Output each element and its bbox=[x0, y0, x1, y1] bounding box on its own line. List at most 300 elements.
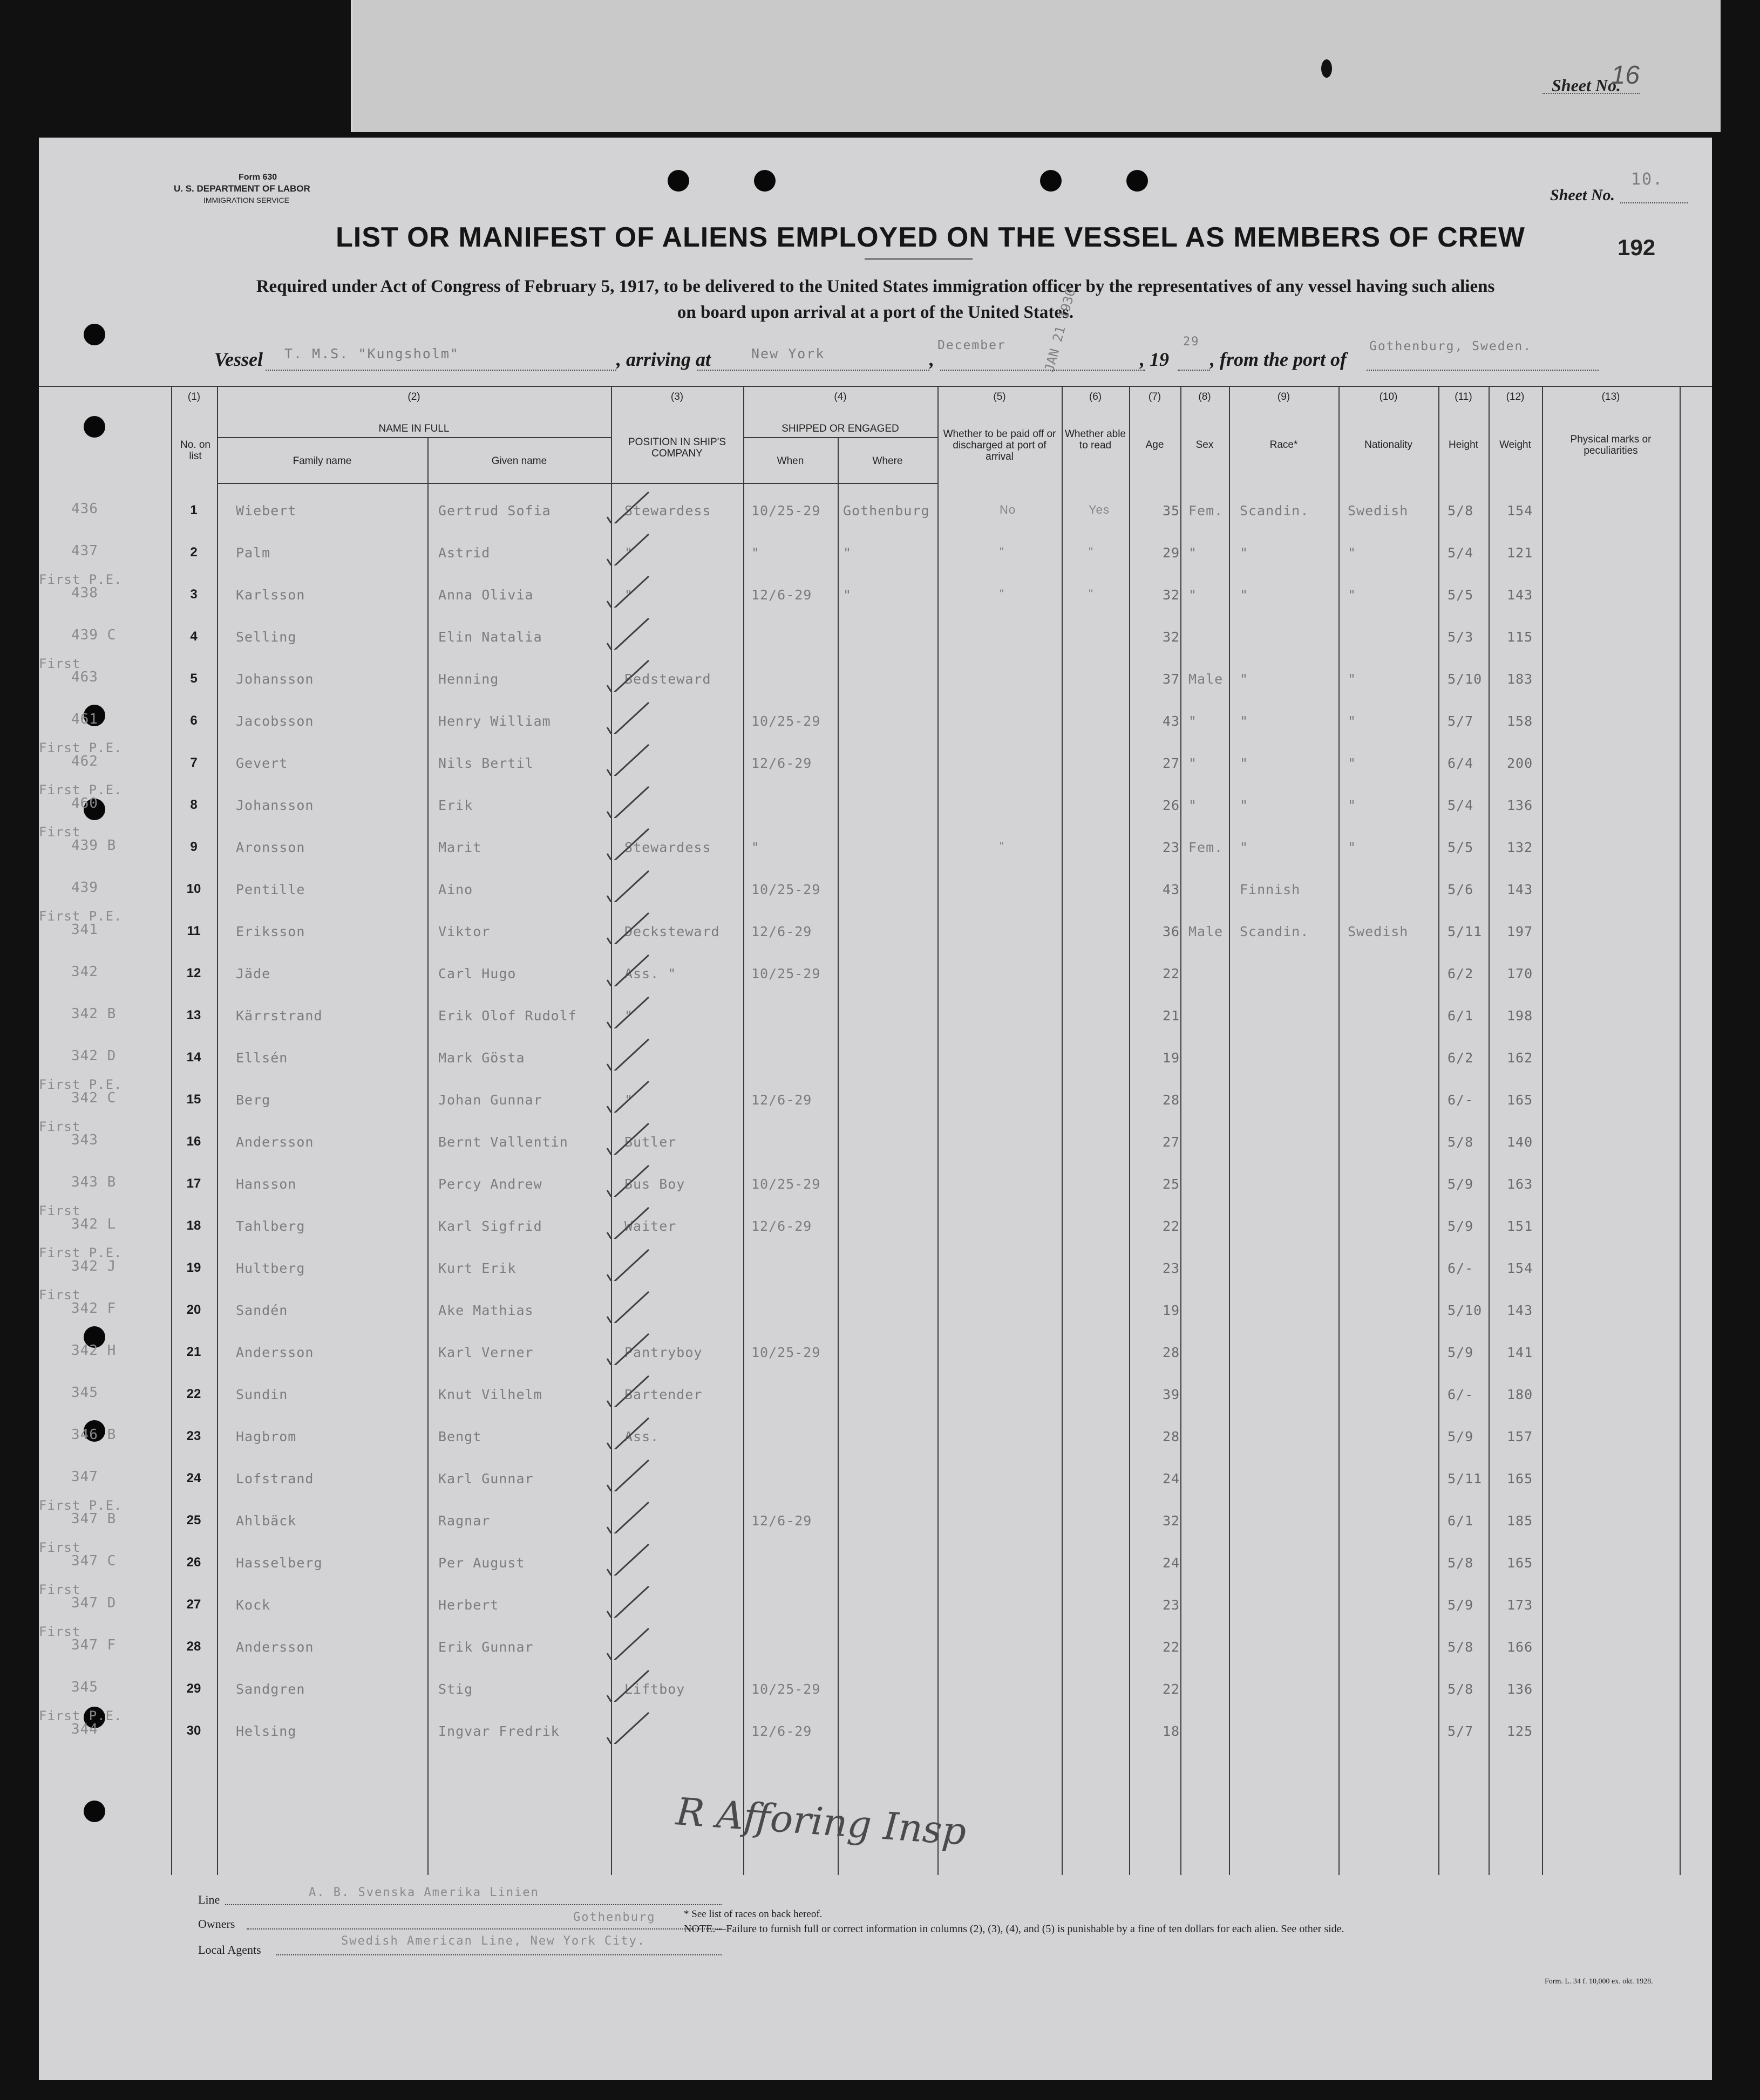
race-cell: " bbox=[1240, 545, 1249, 561]
check-mark-icon bbox=[603, 1249, 651, 1281]
fine-note: NOTE.—Failure to furnish full or correct information in columns (2), (3), (4), and (5) is punishable by a fine of ten dollars for each alien. See other side. bbox=[684, 1923, 1344, 1935]
given-name-cell: Carl Hugo bbox=[438, 966, 517, 981]
check-mark-icon bbox=[603, 1627, 651, 1660]
row-number: 5 bbox=[190, 671, 198, 686]
age-cell: 21 bbox=[1163, 1008, 1180, 1024]
col-num-9: (9) bbox=[1277, 391, 1290, 403]
family-name-cell: Aronsson bbox=[236, 840, 305, 855]
given-name-cell: Elin Natalia bbox=[438, 629, 542, 645]
nationality-cell: Swedish bbox=[1348, 924, 1409, 939]
table-row bbox=[39, 954, 1712, 996]
given-name-cell: Viktor bbox=[438, 924, 491, 939]
row-margin-number: 342 bbox=[71, 964, 98, 980]
row-margin-number: 345 bbox=[71, 1385, 98, 1401]
height-cell: 5/9 bbox=[1448, 1345, 1474, 1360]
header-weight: Weight bbox=[1499, 439, 1531, 451]
given-name-cell: Stig bbox=[438, 1681, 473, 1697]
sex-cell: Fem. bbox=[1188, 840, 1224, 855]
manifest-page bbox=[39, 138, 1712, 2080]
table-row bbox=[39, 870, 1712, 912]
row-number: 13 bbox=[186, 1008, 201, 1022]
position-cell: Decksteward bbox=[624, 924, 720, 939]
header-where: Where bbox=[872, 455, 903, 467]
height-cell: 5/9 bbox=[1448, 1597, 1474, 1613]
weight-cell: 125 bbox=[1507, 1723, 1533, 1739]
weight-cell: 143 bbox=[1507, 587, 1533, 603]
given-name-cell: Percy Andrew bbox=[438, 1176, 542, 1192]
header-shipped: SHIPPED OR ENGAGED bbox=[782, 423, 899, 434]
shipped-when-cell: 10/25-29 bbox=[751, 966, 821, 981]
header-family-name: Family name bbox=[293, 455, 352, 467]
vessel-label: Vessel bbox=[214, 349, 263, 370]
weight-cell: 143 bbox=[1507, 882, 1533, 897]
table-row bbox=[39, 1203, 1712, 1249]
shipped-when-cell: 10/25-29 bbox=[751, 882, 821, 897]
age-cell: 32 bbox=[1163, 629, 1180, 645]
col-num-2: (2) bbox=[407, 391, 420, 403]
row-number: 15 bbox=[186, 1092, 201, 1107]
weight-cell: 165 bbox=[1507, 1092, 1533, 1108]
position-cell: " bbox=[624, 1092, 634, 1108]
row-margin-note: First P.E. bbox=[39, 572, 123, 587]
row-number: 6 bbox=[190, 713, 198, 728]
weight-cell: 166 bbox=[1507, 1639, 1533, 1655]
check-mark-icon bbox=[603, 1543, 651, 1576]
family-name-cell: Lofstrand bbox=[236, 1471, 314, 1487]
row-number: 4 bbox=[190, 629, 198, 644]
age-cell: 43 bbox=[1163, 713, 1180, 729]
weight-cell: 197 bbox=[1507, 924, 1533, 939]
age-cell: 19 bbox=[1163, 1303, 1180, 1318]
weight-cell: 158 bbox=[1507, 713, 1533, 729]
row-number: 25 bbox=[186, 1513, 201, 1528]
height-cell: 5/4 bbox=[1448, 545, 1474, 561]
height-cell: 6/1 bbox=[1448, 1513, 1474, 1529]
family-name-cell: Gevert bbox=[236, 755, 288, 771]
check-mark-icon bbox=[603, 996, 651, 1028]
age-cell: 32 bbox=[1163, 587, 1180, 603]
given-name-cell: Mark Gösta bbox=[438, 1050, 525, 1066]
arriving-underline bbox=[697, 370, 929, 371]
year-label: , 19 bbox=[1140, 349, 1169, 370]
row-number: 9 bbox=[190, 840, 198, 854]
received-stamp: JAN 21 1930 bbox=[1042, 287, 1079, 374]
header-when: When bbox=[777, 455, 804, 467]
position-cell: Butler bbox=[624, 1134, 677, 1150]
check-mark-icon bbox=[603, 1501, 651, 1533]
arriving-value: New York bbox=[751, 346, 825, 362]
col-num-8: (8) bbox=[1198, 391, 1211, 403]
height-cell: 6/- bbox=[1448, 1387, 1474, 1402]
height-cell: 6/2 bbox=[1448, 1050, 1474, 1066]
table-row bbox=[39, 1287, 1712, 1333]
table-row bbox=[39, 1417, 1712, 1459]
row-margin-number: 436 bbox=[71, 501, 98, 517]
col-num-12: (12) bbox=[1506, 391, 1525, 403]
row-margin-number: 342 C bbox=[71, 1090, 117, 1106]
row-number: 24 bbox=[186, 1471, 201, 1485]
row-margin-note: First P.E. bbox=[39, 1077, 123, 1092]
row-margin-number: 438 bbox=[71, 585, 98, 601]
check-mark-icon bbox=[603, 1291, 651, 1323]
shipped-when-cell: 10/25-29 bbox=[751, 713, 821, 729]
row-number: 7 bbox=[190, 755, 198, 770]
height-cell: 5/8 bbox=[1448, 503, 1474, 519]
row-number: 19 bbox=[186, 1260, 201, 1275]
row-margin-number: 342 L bbox=[71, 1216, 117, 1232]
weight-cell: 115 bbox=[1507, 629, 1533, 645]
shipped-when-cell: 12/6-29 bbox=[751, 1218, 812, 1234]
header-sex: Sex bbox=[1195, 439, 1214, 451]
age-cell: 22 bbox=[1163, 1681, 1180, 1697]
family-name-cell: Jacobsson bbox=[236, 713, 314, 729]
table-row bbox=[39, 1540, 1712, 1585]
given-name-cell: Karl Gunnar bbox=[438, 1471, 534, 1487]
row-margin-note: First P.E. bbox=[39, 782, 123, 797]
row-margin-number: 437 bbox=[71, 543, 98, 559]
race-cell: Scandin. bbox=[1240, 924, 1309, 939]
row-number: 28 bbox=[186, 1639, 201, 1654]
back-punch-hole bbox=[1321, 59, 1332, 78]
punch-hole bbox=[84, 324, 105, 345]
row-margin-number: 460 bbox=[71, 795, 98, 812]
row-margin-number: 439 B bbox=[71, 837, 117, 854]
family-name-cell: Andersson bbox=[236, 1639, 314, 1655]
shipped-when-cell: 10/25-29 bbox=[751, 1176, 821, 1192]
header-name-in-full: NAME IN FULL bbox=[378, 423, 450, 434]
header-age: Age bbox=[1145, 439, 1164, 451]
age-cell: 37 bbox=[1163, 671, 1180, 687]
nationality-cell: " bbox=[1348, 755, 1357, 771]
family-name-cell: Ahlbäck bbox=[236, 1513, 297, 1529]
check-mark-icon bbox=[603, 1417, 651, 1449]
header-bottom-rule bbox=[217, 483, 937, 484]
table-row bbox=[39, 1708, 1712, 1754]
col-num-6: (6) bbox=[1089, 391, 1102, 403]
given-name-cell: Henry William bbox=[438, 713, 551, 729]
row-margin-note: First bbox=[39, 1540, 81, 1555]
family-name-cell: Johansson bbox=[236, 797, 314, 813]
given-name-cell: Herbert bbox=[438, 1597, 499, 1613]
races-note: * See list of races on back hereof. bbox=[684, 1908, 823, 1920]
given-name-cell: Karl Sigfrid bbox=[438, 1218, 542, 1234]
age-cell: 27 bbox=[1163, 1134, 1180, 1150]
footer-agents-value: Swedish American Line, New York City. bbox=[341, 1934, 646, 1948]
col-num-1: (1) bbox=[187, 391, 201, 403]
comma: , bbox=[929, 349, 934, 370]
weight-cell: 151 bbox=[1507, 1218, 1533, 1234]
row-margin-number: 463 bbox=[71, 669, 98, 685]
col-num-5: (5) bbox=[993, 391, 1006, 403]
punch-hole bbox=[84, 416, 105, 438]
family-name-cell: Hasselberg bbox=[236, 1555, 323, 1571]
sheet-number-line bbox=[1620, 202, 1688, 203]
given-name-cell: Karl Verner bbox=[438, 1345, 534, 1360]
footer-owners-value: Gothenburg bbox=[573, 1911, 656, 1924]
check-mark-icon bbox=[603, 1206, 651, 1239]
age-cell: 28 bbox=[1163, 1345, 1180, 1360]
row-margin-number: 343 B bbox=[71, 1174, 117, 1190]
sex-cell: " bbox=[1188, 587, 1198, 603]
age-cell: 39 bbox=[1163, 1387, 1180, 1402]
height-cell: 5/8 bbox=[1448, 1134, 1474, 1150]
service-name: IMMIGRATION SERVICE bbox=[203, 196, 289, 204]
check-mark-icon bbox=[603, 1375, 651, 1407]
weight-cell: 163 bbox=[1507, 1176, 1533, 1192]
shipped-where-cell: Gothenburg bbox=[843, 503, 930, 519]
table-row bbox=[39, 1164, 1712, 1206]
table-row bbox=[39, 1077, 1712, 1122]
row-margin-number: 461 bbox=[71, 711, 98, 727]
check-mark-icon bbox=[603, 954, 651, 986]
race-cell: " bbox=[1240, 797, 1249, 813]
print-code: Form. L. 34 f. 10,000 ex. okt. 1928. bbox=[1545, 1978, 1653, 1986]
col-num-11: (11) bbox=[1455, 391, 1472, 403]
back-sheet-line bbox=[1542, 93, 1640, 94]
row-number: 14 bbox=[186, 1050, 201, 1065]
check-mark-icon bbox=[603, 1080, 651, 1113]
vessel-value: T. M.S. "Kungsholm" bbox=[284, 346, 459, 362]
row-margin-number: 342 D bbox=[71, 1048, 117, 1064]
family-name-cell: Sandgren bbox=[236, 1681, 305, 1697]
table-row bbox=[39, 491, 1712, 533]
row-margin-number: 343 bbox=[71, 1132, 98, 1148]
height-cell: 5/11 bbox=[1448, 924, 1483, 939]
row-margin-note: First P.E. bbox=[39, 909, 123, 924]
row-margin-note: First bbox=[39, 1287, 81, 1303]
table-top-rule bbox=[39, 386, 1712, 387]
check-mark-icon bbox=[603, 1585, 651, 1618]
sheet-label: Sheet No. bbox=[1550, 186, 1615, 204]
punch-hole bbox=[1040, 170, 1062, 192]
row-number: 12 bbox=[186, 966, 201, 980]
check-mark-icon bbox=[603, 659, 651, 692]
position-cell: " bbox=[624, 545, 634, 561]
shipped-when-cell: 12/6-29 bbox=[751, 1723, 812, 1739]
shipped-subheader-rule bbox=[743, 437, 937, 438]
back-sheet-number: 16 bbox=[1610, 61, 1640, 90]
punch-hole bbox=[1126, 170, 1148, 192]
weight-cell: 140 bbox=[1507, 1134, 1533, 1150]
family-name-cell: Wiebert bbox=[236, 503, 297, 519]
age-cell: 22 bbox=[1163, 1218, 1180, 1234]
weight-cell: 200 bbox=[1507, 755, 1533, 771]
age-cell: 23 bbox=[1163, 840, 1180, 855]
footer-agents-label: Local Agents bbox=[198, 1943, 261, 1956]
weight-cell: 141 bbox=[1507, 1345, 1533, 1360]
height-cell: 5/11 bbox=[1448, 1471, 1483, 1487]
family-name-cell: Hultberg bbox=[236, 1260, 305, 1276]
age-cell: 29 bbox=[1163, 545, 1180, 561]
sex-cell: " bbox=[1188, 545, 1198, 561]
given-name-cell: Ingvar Fredrik bbox=[438, 1723, 560, 1739]
paid-off-cell: " bbox=[1000, 587, 1004, 601]
height-cell: 5/9 bbox=[1448, 1218, 1474, 1234]
row-margin-note: First P.E. bbox=[39, 1708, 123, 1723]
shipped-when-cell: 12/6-29 bbox=[751, 755, 812, 771]
shipped-when-cell: " bbox=[751, 840, 760, 855]
punch-hole bbox=[84, 1801, 105, 1822]
row-number: 17 bbox=[186, 1176, 201, 1191]
given-name-cell: Astrid bbox=[438, 545, 491, 561]
header-given-name: Given name bbox=[491, 455, 547, 467]
weight-cell: 132 bbox=[1507, 840, 1533, 855]
weight-cell: 136 bbox=[1507, 1681, 1533, 1697]
nationality-cell: " bbox=[1348, 713, 1357, 729]
weight-cell: 154 bbox=[1507, 503, 1533, 519]
row-margin-note: First P.E. bbox=[39, 1245, 123, 1260]
row-margin-note: First bbox=[39, 1582, 81, 1597]
weight-cell: 183 bbox=[1507, 671, 1533, 687]
age-cell: 32 bbox=[1163, 1513, 1180, 1529]
col-num-7: (7) bbox=[1148, 391, 1161, 403]
given-name-cell: Bernt Vallentin bbox=[438, 1134, 568, 1150]
header-no-on-list: No. on list bbox=[180, 439, 210, 462]
sheet-number: 10. bbox=[1631, 170, 1664, 189]
check-mark-icon bbox=[603, 1712, 651, 1744]
race-cell: " bbox=[1240, 587, 1249, 603]
family-name-cell: Helsing bbox=[236, 1723, 297, 1739]
shipped-when-cell: 10/25-29 bbox=[751, 1345, 821, 1360]
footer-agents-underline bbox=[276, 1954, 722, 1955]
position-cell: Bedsteward bbox=[624, 671, 711, 687]
weight-cell: 154 bbox=[1507, 1260, 1533, 1276]
age-cell: 24 bbox=[1163, 1471, 1180, 1487]
header-nationality: Nationality bbox=[1364, 439, 1412, 451]
check-mark-icon bbox=[603, 491, 651, 523]
family-name-cell: Sandén bbox=[236, 1303, 288, 1318]
table-row bbox=[39, 782, 1712, 828]
height-cell: 6/1 bbox=[1448, 1008, 1474, 1024]
arriving-label: , arriving at bbox=[616, 349, 711, 370]
family-name-cell: Hansson bbox=[236, 1176, 297, 1192]
row-margin-number: 347 D bbox=[71, 1595, 117, 1611]
able-to-read-cell: Yes bbox=[1089, 503, 1110, 516]
col-num-4: (4) bbox=[834, 391, 847, 403]
row-number: 27 bbox=[186, 1597, 201, 1612]
weight-cell: 198 bbox=[1507, 1008, 1533, 1024]
check-mark-icon bbox=[603, 1459, 651, 1491]
given-name-cell: Aino bbox=[438, 882, 473, 897]
row-margin-number: 439 C bbox=[71, 627, 117, 643]
inspector-signature: R Afforing Insp bbox=[674, 1789, 968, 1854]
row-number: 2 bbox=[190, 545, 198, 560]
row-margin-note: First P.E. bbox=[39, 1498, 123, 1513]
table-row bbox=[39, 1459, 1712, 1501]
given-name-cell: Anna Olivia bbox=[438, 587, 534, 603]
form-subtitle-line1: Required under Act of Congress of February 5, 1917, to be delivered to the United States immigration officer by the representatives of any vessel having such aliens bbox=[256, 277, 1495, 296]
row-margin-number: 342 J bbox=[71, 1258, 117, 1274]
height-cell: 5/9 bbox=[1448, 1176, 1474, 1192]
row-margin-number: 347 B bbox=[71, 1511, 117, 1527]
given-name-cell: Marit bbox=[438, 840, 482, 855]
sex-cell: Fem. bbox=[1188, 503, 1224, 519]
position-cell: Liftboy bbox=[624, 1681, 685, 1697]
family-name-cell: Kärrstrand bbox=[236, 1008, 323, 1024]
punch-hole bbox=[668, 170, 689, 192]
race-cell: " bbox=[1240, 755, 1249, 771]
row-number: 1 bbox=[190, 503, 198, 517]
nationality-cell: " bbox=[1348, 797, 1357, 813]
footer-owners-underline bbox=[247, 1928, 722, 1929]
family-name-cell: Andersson bbox=[236, 1345, 314, 1360]
form-subtitle-line2: on board upon arrival at a port of the United States. bbox=[677, 303, 1074, 322]
shipped-when-cell: 12/6-29 bbox=[751, 924, 812, 939]
age-cell: 19 bbox=[1163, 1050, 1180, 1066]
given-name-cell: Henning bbox=[438, 671, 499, 687]
height-cell: 5/8 bbox=[1448, 1639, 1474, 1655]
family-name-cell: Sundin bbox=[236, 1387, 288, 1402]
weight-cell: 162 bbox=[1507, 1050, 1533, 1066]
punch-hole bbox=[754, 170, 776, 192]
age-cell: 27 bbox=[1163, 755, 1180, 771]
position-cell: Bartender bbox=[624, 1387, 703, 1402]
height-cell: 5/5 bbox=[1448, 840, 1474, 855]
weight-cell: 121 bbox=[1507, 545, 1533, 561]
age-cell: 25 bbox=[1163, 1176, 1180, 1192]
given-name-cell: Nils Bertil bbox=[438, 755, 534, 771]
age-cell: 22 bbox=[1163, 1639, 1180, 1655]
check-mark-icon bbox=[603, 744, 651, 776]
weight-cell: 170 bbox=[1507, 966, 1533, 981]
header-race: Race* bbox=[1269, 439, 1298, 451]
family-name-cell: Palm bbox=[236, 545, 271, 561]
check-mark-icon bbox=[603, 533, 651, 565]
given-name-cell: Bengt bbox=[438, 1429, 482, 1444]
paid-off-cell: No bbox=[1000, 503, 1016, 516]
family-name-cell: Hagbrom bbox=[236, 1429, 297, 1444]
nationality-cell: Swedish bbox=[1348, 503, 1409, 519]
family-name-cell: Andersson bbox=[236, 1134, 314, 1150]
position-cell: Ass. " bbox=[624, 966, 677, 981]
shipped-when-cell: 12/6-29 bbox=[751, 1513, 812, 1529]
given-name-cell: Kurt Erik bbox=[438, 1260, 517, 1276]
position-cell: Ass. bbox=[624, 1429, 660, 1444]
table-row bbox=[39, 1119, 1712, 1164]
table-row bbox=[39, 1333, 1712, 1375]
height-cell: 5/9 bbox=[1448, 1429, 1474, 1444]
given-name-cell: Erik Gunnar bbox=[438, 1639, 534, 1655]
height-cell: 5/8 bbox=[1448, 1555, 1474, 1571]
family-name-cell: Tahlberg bbox=[236, 1218, 305, 1234]
year-underline bbox=[1178, 370, 1210, 371]
table-row bbox=[39, 824, 1712, 870]
sex-cell: " bbox=[1188, 713, 1198, 729]
row-number: 29 bbox=[186, 1681, 201, 1696]
table-row bbox=[39, 572, 1712, 617]
given-name-cell: Erik Olof Rudolf bbox=[438, 1008, 577, 1024]
height-cell: 6/- bbox=[1448, 1260, 1474, 1276]
position-cell: Bus Boy bbox=[624, 1176, 685, 1192]
age-cell: 23 bbox=[1163, 1597, 1180, 1613]
table-row bbox=[39, 617, 1712, 659]
table-row bbox=[39, 1624, 1712, 1669]
year-value: 29 bbox=[1183, 335, 1200, 349]
page-number: 192 bbox=[1618, 235, 1656, 260]
shipped-where-cell: " bbox=[843, 545, 852, 561]
weight-cell: 185 bbox=[1507, 1513, 1533, 1529]
family-name-cell: Eriksson bbox=[236, 924, 305, 939]
title-rule bbox=[865, 258, 973, 260]
footer-line-value: A. B. Svenska Amerika Linien bbox=[309, 1886, 539, 1899]
age-cell: 26 bbox=[1163, 797, 1180, 813]
check-mark-icon bbox=[603, 701, 651, 734]
family-name-cell: Berg bbox=[236, 1092, 271, 1108]
row-number: 26 bbox=[186, 1555, 201, 1570]
height-cell: 5/7 bbox=[1448, 1723, 1474, 1739]
table-row bbox=[39, 656, 1712, 701]
col-num-3: (3) bbox=[670, 391, 684, 403]
